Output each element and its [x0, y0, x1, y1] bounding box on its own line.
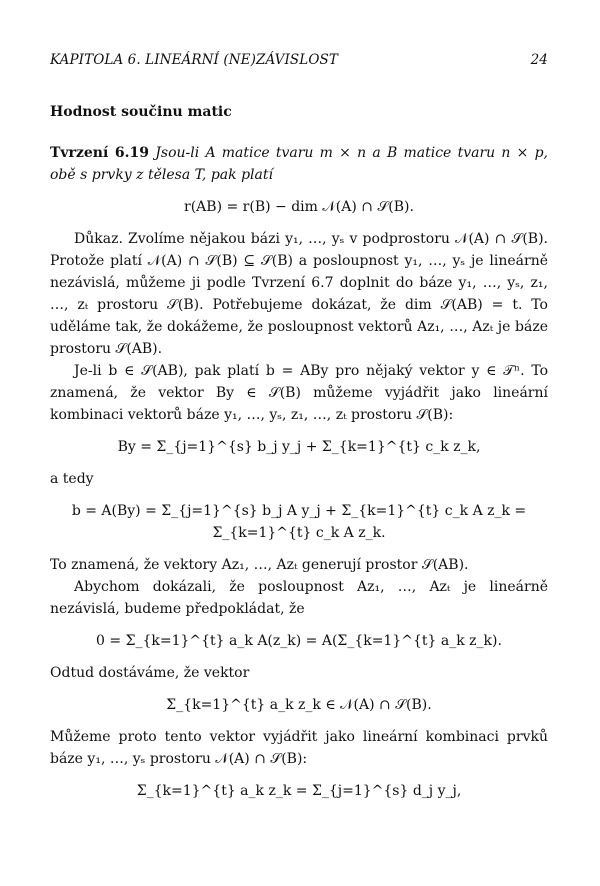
chapter-title: KAPITOLA 6. LINEÁRNÍ (NE)ZÁVISLOST: [50, 52, 338, 68]
page: [50, 52, 548, 812]
proof-paragraph-1: Důkaz. Zvolíme nějakou bázi y₁, …, yₛ v podprostoru 𝒩(A) ∩ 𝒮(B). Protože platí 𝒩(A) ∩ 𝒮(B) ⊆ 𝒮(B) a posloupnost y₁, …, yₛ je lineárně nezávislá, můžeme ji podle Tvrzení 6.7 doplnit do báze y₁, …, yₛ, z₁, …, zₜ prostoru 𝒮(B). Potřebujeme dokázat, že dim 𝒮(AB) = t. To uděláme tak, že dokážeme, že posloupnost vektorů Az₁, …, Azₜ je báze prostoru 𝒮(AB).: [50, 231, 548, 357]
proof-paragraph-5: Abychom dokázali, že posloupnost Az₁, …, Azₜ je lineárně nezávislá, budeme předpokládat, že: [50, 579, 548, 617]
page-number: 24: [530, 52, 548, 68]
proof-paragraph-7: Můžeme proto tento vektor vyjádřit jako lineární kombinaci prvků báze y₁, …, yₛ prostoru 𝒩(A) ∩ 𝒮(B):: [50, 729, 548, 767]
theorem-label: Tvrzení 6.19: [50, 145, 150, 161]
equation-5: Σ_{k=1}^{t} a_k z_k = Σ_{j=1}^{s} d_j y_j,: [136, 783, 462, 799]
equation-2: b = A(By) = Σ_{j=1}^{s} b_j A y_j + Σ_{k=1}^{t} c_k A z_k = Σ_{k=1}^{t} c_k A z_k.: [71, 503, 527, 541]
equation-1: By = Σ_{j=1}^{s} b_j y_j + Σ_{k=1}^{t} c_k z_k,: [117, 439, 481, 455]
theorem-formula: r(AB) = r(B) − dim 𝒩(A) ∩ 𝒮(B).: [184, 199, 414, 215]
proof-paragraph-4: To znamená, že vektory Az₁, …, Azₜ generují prostor 𝒮(AB).: [50, 557, 469, 573]
theorem-statement: Jsou-li A matice tvaru m × n a B matice tvaru n × p, obě s prvky z tělesa T, pak platí: [50, 145, 549, 183]
proof-paragraph-6: Odtud dostáváme, že vektor: [50, 665, 250, 681]
section-title: Hodnost součinu matic: [50, 104, 232, 120]
equation-3: 0 = Σ_{k=1}^{t} a_k A(z_k) = A(Σ_{k=1}^{t} a_k z_k).: [96, 633, 502, 649]
equation-4: Σ_{k=1}^{t} a_k z_k ∈ 𝒩(A) ∩ 𝒮(B).: [166, 697, 432, 713]
proof-paragraph-3: a tedy: [50, 471, 94, 487]
proof-paragraph-2: Je-li b ∈ 𝒮(AB), pak platí b = ABy pro nějaký vektor y ∈ 𝒯ⁿ. To znamená, že vektor By ∈ 𝒮(B) můžeme vyjádřit jako lineární kombinaci vektorů báze y₁, …, yₛ, z₁, …, zₜ prostoru 𝒮(B):: [50, 363, 548, 423]
theorem: [50, 142, 548, 186]
running-header: [50, 52, 548, 68]
